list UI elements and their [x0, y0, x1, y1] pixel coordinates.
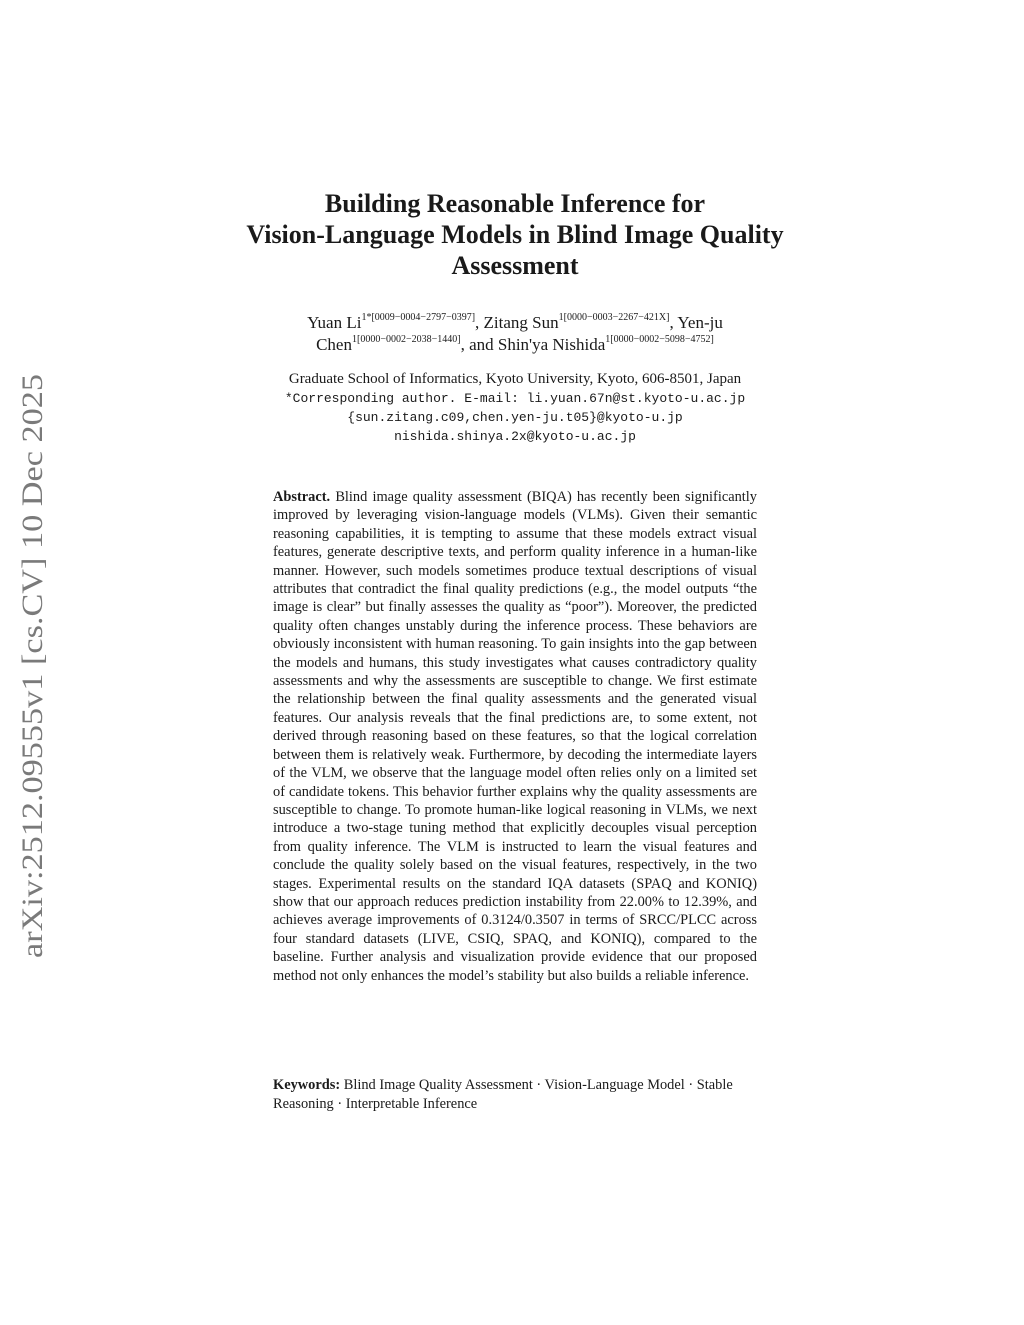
abstract [273, 488, 757, 985]
author-orcid: 1*[0009−0004−2797−0397] [361, 312, 476, 324]
arxiv-identifier-text: arXiv:2512.09555v1 [cs.CV] 10 Dec 2025 [16, 446, 49, 958]
arxiv-identifier-stamp [2, 370, 52, 960]
author-name: , Yen-ju [669, 313, 723, 332]
author-name: , Zitang Sun [475, 313, 559, 332]
abstract-text: Blind image quality assessment (BIQA) has recently been significantly improved by leveraging vision-language models (VLMs). Given their semantic reasoning capabilities, it is tempting to assume that these models extract visual features, generate descriptive texts, and perform quality inference in a human-like manner. However, such models sometimes produce textual descriptions of visual attributes that contradict the final quality predictions (e.g., the model outputs “the image is clear” but finally assesses the quality as “poor”). Moreover, the predicted quality often changes unstably during the inference process. These behaviors are obviously inconsistent with human reasoning. To gain insights into the gap between the models and humans, this study investigates what causes contradictory quality assessments and why the assessments are susceptible to change. We first estimate the relationship between the final quality assessments and the generated visual features. Our analysis reveals that the final predictions are, to some extent, not derived through reasoning based on these features, so that the logical correlation between them is relatively weak. Furthermore, by decoding the intermediate layers of the VLM, we observe that the language model often relies only on a limited set of candidate tokens. This behavior further explains why the quality assessments are susceptible to change. To promote human-like logical reasoning in VLMs, we next introduce a two-stage tuning method that explicitly decouples visual perception from quality inference. The VLM is instructed to learn the visual features and conclude the quality solely based on the visual features, respectively, in the two stages. Experimental results on the standard IQA datasets (SPAQ and KONIQ) show that our approach reduces prediction instability from 22.00% to 12.39%, and achieves average improvements of 0.3124/0.3507 in terms of SRCC/PLCC across four standard datasets (LIVE, CSIQ, SPAQ, and KONIQ), compared to the baseline. Further analysis and visualization provide evidence that our proposed method not only enhances the model’s stability but also builds a reliable inference. [273, 489, 757, 984]
institution: Graduate School of Informatics, Kyoto University, Kyoto, 606-8501, Japan [288, 371, 742, 387]
author-line-1 [240, 312, 790, 334]
author-orcid: 1[0000−0003−2267−421X] [558, 312, 670, 324]
author-list [240, 312, 790, 356]
corresponding-author-email: *Corresponding author. E-mail: li.yuan.67n@st.kyoto-u.ac.jp [284, 391, 746, 406]
title-line-2: Vision-Language Models in Blind Image Quality [246, 220, 784, 249]
author-line-2 [240, 334, 790, 356]
author-orcid: 1[0000−0002−5098−4752] [605, 334, 714, 346]
abstract-label: Abstract. [273, 489, 331, 505]
paper-title [200, 188, 830, 281]
author-orcid: 1[0000−0002−2038−1440] [351, 334, 461, 346]
author-name: Yuan Li [307, 313, 362, 332]
title-line-1: Building Reasonable Inference for [324, 189, 706, 218]
keywords [273, 1076, 757, 1114]
title-line-3: Assessment [451, 251, 579, 280]
group-emails: {sun.zitang.c09,chen.yen-ju.t05}@kyoto-u.jp [347, 410, 683, 425]
keywords-text: Blind Image Quality Assessment · Vision-Language Model · Stable Reasoning · Interpretable Inference [273, 1077, 733, 1112]
affiliation-block [220, 370, 810, 446]
author-name: , and Shin'ya Nishida [460, 335, 606, 354]
keywords-label: Keywords: [273, 1077, 341, 1093]
author-name: Chen [316, 335, 352, 354]
nishida-email: nishida.shinya.2x@kyoto-u.ac.jp [394, 429, 636, 444]
